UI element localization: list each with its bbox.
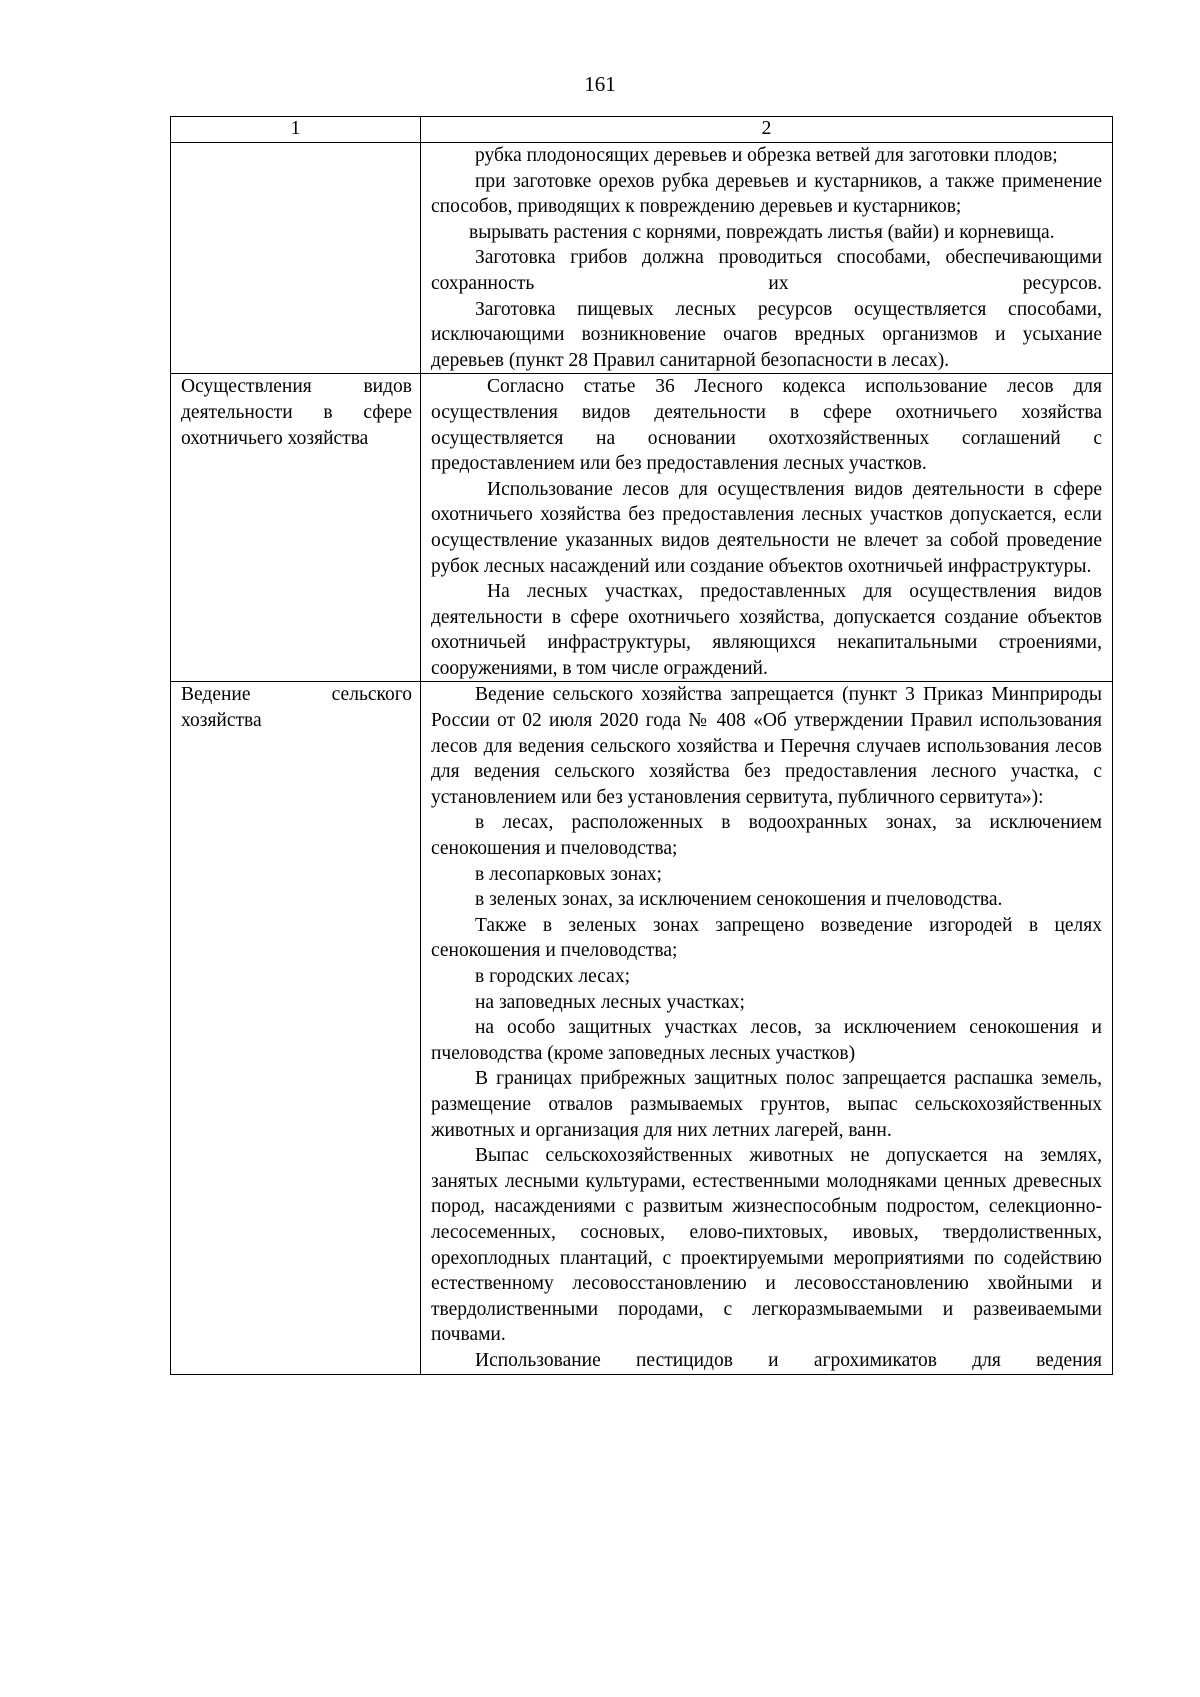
paragraph: вырывать растения с корнями, повреждать листья (вайи) и корневища. — [469, 221, 1055, 243]
paragraph: Заготовка пищевых лесных ресурсов осуществляется способами, исключающими возникновение очагов вредных организмов и усыхание деревьев (пункт 28 Правил санитарной безопасности в лесах). — [431, 298, 1102, 371]
paragraph: в лесопарковых зонах; — [475, 863, 662, 885]
column-header-2: 2 — [421, 117, 1113, 143]
paragraph: при заготовке орехов рубка деревьев и кустарников, а также применение способов, приводящих к повреждению деревьев и кустарников; — [431, 170, 1102, 218]
description-cell — [421, 682, 1113, 1374]
paragraph: в городских лесах; — [475, 966, 630, 987]
paragraph: на заповедных лесных участках; — [475, 991, 745, 1013]
category-cell — [171, 143, 421, 374]
table-row — [171, 374, 1113, 682]
description-cell — [421, 374, 1113, 682]
paragraph: Использование пестицидов и агрохимикатов для ведения — [475, 1349, 1102, 1371]
description-cell — [421, 143, 1113, 374]
paragraph: Ведение сельского хозяйства запрещается (пункт 3 Приказ Минприроды России от 02 июля 2020 года № 408 «Об утверждении Правил использования лесов для ведения сельского хозяйства и Перечня случаев использования лесов для ведения сельского хозяйства без предоставления лесного участка, с установлением или без установления сервитута, публичного сервитута»): — [431, 684, 1102, 808]
paragraph: Также в зеленых зонах запрещено возведение изгородей в целях сенокошения и пчеловодства; — [431, 914, 1102, 962]
paragraph: в зеленых зонах, за исключением сенокошения и пчеловодства. — [475, 889, 1003, 911]
paragraph: рубка плодоносящих деревьев и обрезка ветвей для заготовки плодов; — [475, 145, 1058, 166]
paragraph: на особо защитных участках лесов, за исключением сенокошения и пчеловодства (кроме заповедных лесных участков) — [431, 1017, 1102, 1064]
table-row — [171, 143, 1113, 374]
paragraph: Использование лесов для осуществления видов деятельности в сфере охотничьего хозяйства без предоставления лесных участков допускается, если осуществление указанных видов деятельности не влечет за собой проведение рубок лесных насаждений или создание объектов охотничьей инфраструктуры. — [431, 478, 1102, 577]
category-cell: Ведение сельского хозяйства — [171, 682, 421, 1374]
paragraph: Заготовка грибов должна проводиться способами, обеспечивающими сохранность их ресурсов. — [431, 247, 1102, 294]
paragraph: Выпас сельскохозяйственных животных не допускается на землях, занятых лесными культурами, естественными молодняками ценных древесных пород, насаждениями с развитым жизнеспособным подростом, селекционно-лесосеменных, сосновых, елово-пихтовых, ивовых, твердолиственных, орехоплодных плантаций, с проектируемыми мероприятиями по содействию естественному лесовосстановлению и лесовосстановлению хвойными и твердолиственными породами, с легкоразмываемыми и развеиваемыми почвами. — [431, 1145, 1102, 1346]
document-table — [170, 116, 1113, 1375]
paragraph: в лесах, расположенных в водоохранных зонах, за исключением сенокошения и пчеловодства; — [431, 812, 1102, 860]
paragraph: На лесных участках, предоставленных для осуществления видов деятельности в сфере охотничьего хозяйства, допускается создание объектов охотничьей инфраструктуры, являющихся некапитальными строениями, сооружениями, в том числе ограждений. — [431, 581, 1102, 679]
page-number: 161 — [584, 72, 616, 96]
paragraph: В границах прибрежных защитных полос запрещается распашка земель, размещение отвалов размываемых грунтов, выпас сельскохозяйственных животных и организация для них летних лагерей, ванн. — [431, 1068, 1102, 1141]
table-row — [171, 682, 1113, 1374]
paragraph: Согласно статье 36 Лесного кодекса использование лесов для осуществления видов деятельности в сфере охотничьего хозяйства осуществляется на основании охотхозяйственных соглашений с предоставлением или без предоставления лесных участков. — [431, 376, 1102, 475]
category-cell: Осуществления видов деятельности в сфере охотничьего хозяйства — [171, 374, 421, 682]
table-header-row — [171, 117, 1113, 143]
column-header-1: 1 — [171, 117, 421, 143]
